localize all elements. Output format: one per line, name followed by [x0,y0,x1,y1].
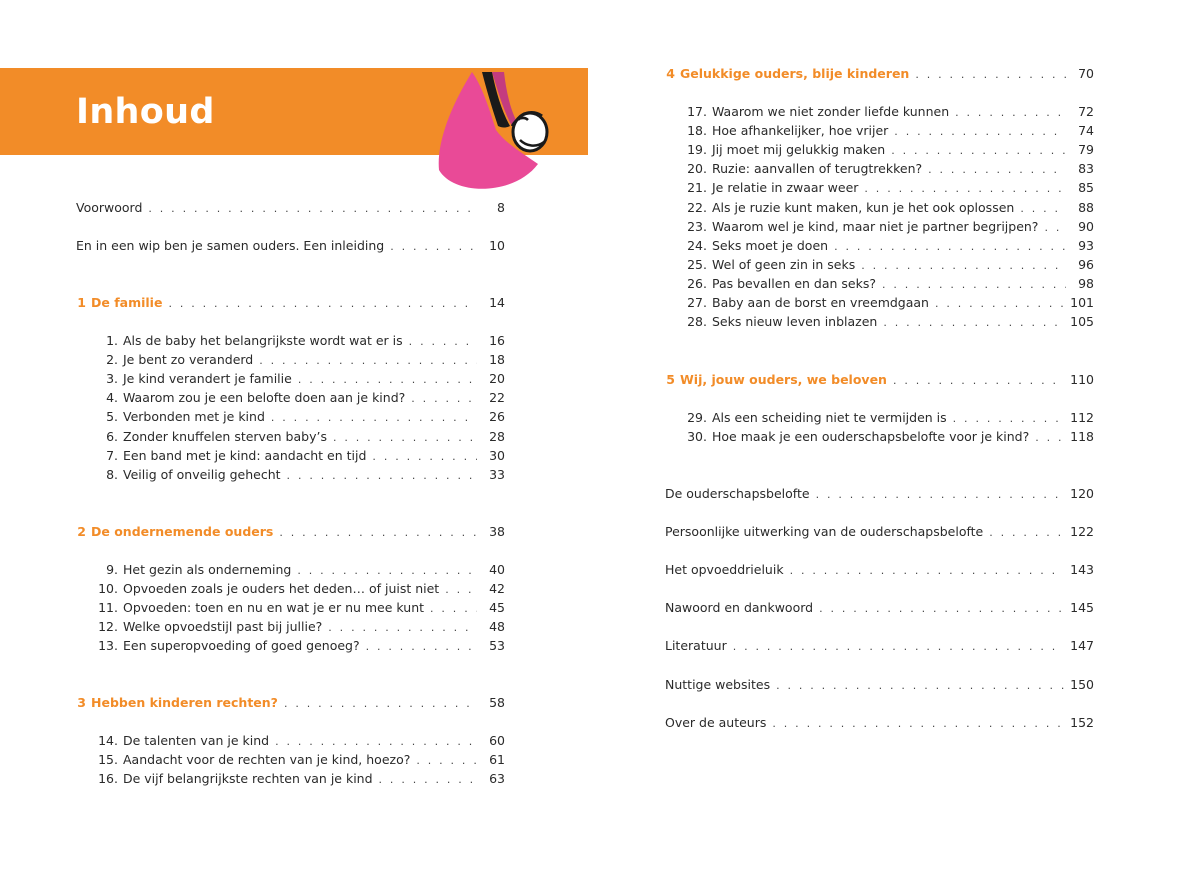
toc-subentry[interactable] [92,750,505,769]
dot-leader [279,523,477,542]
dot-leader [1020,199,1066,218]
dot-leader [287,466,477,485]
dot-leader [298,370,477,389]
page-number: 79 [1078,142,1094,158]
entry-title: Een band met je kind: aandacht en tijd [123,447,367,463]
dot-leader [776,676,1064,695]
entry-number: 28. [687,314,707,330]
entry-number: 19. [687,142,707,158]
baby-sling-illustration [434,68,558,194]
page-number: 98 [1078,275,1094,291]
entry-number: 15. [98,752,118,768]
entry-title: Pas bevallen en dan seks? [712,275,877,291]
page-number: 26 [489,409,505,425]
page-number: 147 [1070,638,1094,654]
page-number: 8 [497,200,505,215]
entry-number: 2. [106,352,118,368]
page-number: 22 [489,390,505,406]
page-number: 63 [489,771,505,787]
entry-title: Veilig of onveilig gehecht [123,466,281,482]
entry-title: Opvoeden zoals je ouders het deden… of juist niet [123,581,440,597]
toc-subentry[interactable] [681,121,1094,140]
entry-number: 16. [98,771,118,787]
toc-subentry[interactable] [681,198,1094,217]
chapter-title: De familie [91,295,163,310]
entry-number: 20. [687,161,707,177]
entry-title: Verbonden met je kind [123,409,265,425]
dot-leader [882,275,1066,294]
page-number: 38 [489,524,505,539]
entry-title: Je kind verandert je familie [123,371,292,387]
toc-subentry[interactable] [92,769,505,788]
entry-number: 14. [98,733,118,748]
page-number: 118 [1070,429,1094,445]
toc-entry[interactable] [665,560,1094,579]
entry-title: Het gezin als onderneming [123,562,292,577]
dot-leader [883,313,1064,332]
toc-entry[interactable] [665,598,1094,617]
entry-number: 1. [106,333,118,348]
entry-title: Literatuur [665,638,727,654]
toc-entry[interactable] [665,522,1094,541]
entry-number: 8. [106,466,118,482]
entry-number: 17. [687,104,707,119]
dot-leader [955,103,1066,122]
chapter-number: 5 [666,372,675,387]
page-number: 72 [1078,104,1094,119]
dot-leader [275,732,477,751]
toc-entry[interactable] [665,675,1094,694]
toc-subentry[interactable] [92,369,505,388]
page-number: 40 [489,562,505,577]
toc-subentry[interactable] [681,236,1094,255]
page-number: 112 [1070,410,1094,425]
page-number: 16 [489,333,505,348]
dot-leader [834,237,1066,256]
dot-leader [733,637,1064,656]
entry-number: 5. [106,409,118,425]
dot-leader [893,371,1064,390]
entry-number: 10. [98,581,118,597]
entry-title: De talenten van je kind [123,733,270,748]
entry-number: 7. [106,447,118,463]
entry-number: 24. [687,237,707,253]
entry-number: 27. [687,295,707,310]
page-number: 120 [1070,486,1094,501]
dot-leader [894,122,1066,141]
chapter-number: 3 [77,695,86,710]
page-number: 143 [1070,562,1094,578]
toc-subentry[interactable] [92,465,505,484]
entry-title: Wel of geen zin in seks [712,256,856,272]
page-number: 145 [1070,600,1094,616]
page-number: 85 [1078,180,1094,196]
page-number: 122 [1070,524,1094,540]
entry-number: 23. [687,218,707,234]
entry-title: Je relatie in zwaar weer [712,180,859,196]
toc-entry[interactable] [665,713,1094,732]
chapter-title: Hebben kinderen rechten? [91,695,278,710]
entry-number: 6. [106,428,118,444]
page-number: 53 [489,638,505,654]
dot-leader [819,599,1064,618]
dot-leader [816,485,1065,504]
entry-number: 30. [687,429,707,445]
page-number: 20 [489,371,505,387]
dot-leader [953,409,1064,428]
dot-leader [271,408,477,427]
entry-title: De ouderschapsbelofte [665,486,810,501]
dot-leader [379,770,477,789]
entry-title: Als je ruzie kunt maken, kun je het ook oplossen [712,199,1015,215]
entry-title: Persoonlijke uitwerking van de ouderschapsbelofte [665,524,984,540]
page-number: 58 [489,695,505,710]
entry-number: 9. [106,562,118,577]
toc-chapter-entry[interactable] [665,64,1094,83]
dot-leader [864,179,1066,198]
toc-subentry[interactable] [92,731,505,750]
entry-number: 12. [98,619,118,635]
page-number: 48 [489,619,505,635]
entry-number: 21. [687,180,707,196]
toc-entry[interactable] [665,484,1094,503]
dot-leader [372,447,477,466]
toc-subentry[interactable] [92,598,505,617]
toc-subentry[interactable] [92,388,505,407]
dot-leader [366,637,477,656]
dot-leader [297,561,477,580]
entry-title: Zonder knuffelen sterven baby’s [123,428,327,444]
toc-subentry[interactable] [92,350,505,369]
entry-title: Voorwoord [76,200,143,215]
dot-leader [148,199,477,218]
entry-title: Hoe maak je een ouderschapsbelofte voor je kind? [712,429,1030,445]
dot-leader [390,237,477,256]
toc-entry[interactable] [665,636,1094,655]
dot-leader [430,599,477,618]
entry-title: Baby aan de borst en vreemdgaan [712,295,929,310]
entry-number: 4. [106,390,118,406]
entry-title: Nawoord en dankwoord [665,600,814,616]
entry-title: Ruzie: aanvallen of terugtrekken? [712,161,923,177]
entry-title: Jij moet mij gelukkig maken [712,142,886,158]
toc-chapter-entry[interactable] [665,370,1094,389]
page-number: 150 [1070,676,1094,692]
page-number: 70 [1078,66,1094,81]
entry-title: Waarom wel je kind, maar niet je partner begrijpen? [712,218,1039,234]
chapter-title: De ondernemende ouders [91,524,274,539]
page-number: 93 [1078,237,1094,253]
dot-leader [935,294,1064,313]
toc-subentry[interactable] [681,255,1094,274]
page-number: 10 [489,238,505,253]
entry-number: 18. [687,123,707,139]
dot-leader [915,65,1066,84]
dot-leader [989,523,1064,542]
page-number: 60 [489,733,505,748]
toc-subentry[interactable] [92,617,505,636]
dot-leader [328,618,477,637]
chapter-number: 1 [77,295,86,310]
entry-number: 29. [687,410,707,425]
page-number: 14 [489,295,505,310]
dot-leader [928,160,1066,179]
page-number: 61 [489,752,505,768]
toc-subentry[interactable] [681,427,1094,446]
toc-subentry[interactable] [681,140,1094,159]
entry-title: Seks nieuw leven inblazen [712,314,878,330]
page-number: 74 [1078,123,1094,139]
entry-title: Als een scheiding niet te vermijden is [712,410,947,425]
entry-title: Waarom zou je een belofte doen aan je kind? [123,390,406,406]
toc-chapter-entry[interactable] [76,693,505,712]
toc-chapter-entry[interactable] [76,522,505,541]
dot-leader [416,751,477,770]
page-number: 30 [489,447,505,463]
page-number: 88 [1078,199,1094,215]
toc-subentry[interactable] [681,274,1094,293]
dot-leader [790,561,1065,580]
page-title: Inhoud [76,92,215,132]
dot-leader [333,428,477,447]
toc-subentry[interactable] [92,331,505,350]
toc-chapter-entry[interactable] [76,293,505,312]
toc-subentry[interactable] [92,579,505,598]
toc-subentry[interactable] [92,407,505,426]
entry-title: Seks moet je doen [712,237,829,253]
dot-leader [411,389,477,408]
dot-leader [168,294,477,313]
page-number: 33 [489,466,505,482]
chapter-title: Wij, jouw ouders, we beloven [680,372,887,387]
page-number: 83 [1078,161,1094,177]
toc-subentry[interactable] [681,217,1094,236]
dot-leader [772,714,1064,733]
entry-number: 11. [98,600,118,616]
toc-subentry[interactable] [92,636,505,655]
toc-subentry[interactable] [681,293,1094,312]
toc-subentry[interactable] [681,408,1094,427]
entry-title: Opvoeden: toen en nu en wat je er nu mee kunt [123,600,425,616]
entry-title: Het opvoeddrieluik [665,562,784,578]
dot-leader [1035,428,1064,447]
page-number: 105 [1070,314,1094,330]
entry-title: Je bent zo veranderd [123,352,254,368]
entry-title: Over de auteurs [665,714,767,730]
entry-number: 22. [687,199,707,215]
dot-leader [259,351,477,370]
entry-number: 13. [98,638,118,654]
dot-leader [445,580,477,599]
entry-title: Als de baby het belangrijkste wordt wat er is [123,333,403,348]
entry-title: Welke opvoedstijl past bij jullie? [123,619,323,635]
toc-subentry[interactable] [681,312,1094,331]
toc-subentry[interactable] [92,427,505,446]
chapter-number: 4 [666,66,675,81]
chapter-number: 2 [77,524,86,539]
toc-entry[interactable] [76,236,505,255]
page-number: 45 [489,600,505,616]
dot-leader [1044,218,1066,237]
entry-number: 26. [687,275,707,291]
entry-title: Waarom we niet zonder liefde kunnen [712,104,950,119]
toc-subentry[interactable] [92,446,505,465]
entry-title: De vijf belangrijkste rechten van je kind [123,771,373,787]
entry-title: En in een wip ben je samen ouders. Een inleiding [76,238,385,253]
page-number: 90 [1078,218,1094,234]
page-number: 152 [1070,714,1094,730]
page-number: 110 [1070,372,1094,387]
chapter-title: Gelukkige ouders, blije kinderen [680,66,910,81]
entry-title: Hoe afhankelijker, hoe vrijer [712,123,889,139]
page-number: 101 [1070,295,1094,310]
page-number: 42 [489,581,505,597]
entry-number: 3. [106,371,118,387]
dot-leader [861,256,1066,275]
toc-subentry[interactable] [92,560,505,579]
toc-subentry[interactable] [681,102,1094,121]
entry-number: 25. [687,256,707,272]
entry-title: Aandacht voor de rechten van je kind, hoezo? [123,752,411,768]
page-number: 28 [489,428,505,444]
dot-leader [891,141,1066,160]
page-number: 96 [1078,256,1094,272]
dot-leader [409,332,477,351]
dot-leader [284,694,477,713]
toc-subentry[interactable] [681,178,1094,197]
toc-subentry[interactable] [681,159,1094,178]
toc-entry[interactable] [76,198,505,217]
entry-title: Nuttige websites [665,676,771,692]
page-number: 18 [489,352,505,368]
entry-title: Een superopvoeding of goed genoeg? [123,638,360,654]
